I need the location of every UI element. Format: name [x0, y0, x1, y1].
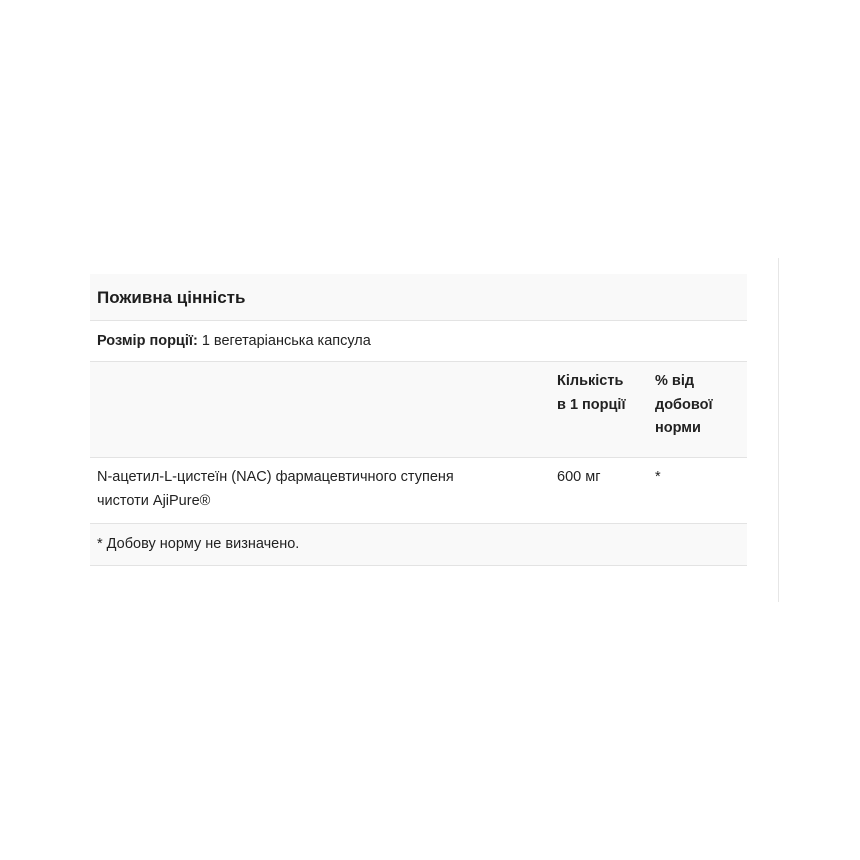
daily-value-header-line: % від	[655, 373, 695, 389]
daily-value-header-line: добової	[655, 396, 713, 413]
serving-size	[97, 333, 371, 349]
ingredient-row	[90, 458, 747, 524]
daily-value-header-line: норми	[655, 420, 701, 436]
amount-header-line: Кількість	[557, 373, 624, 389]
ingredient-name-line: чистоти AjiPure®	[97, 493, 211, 509]
ingredient-amount: 600 мг	[557, 469, 601, 485]
title-row	[90, 274, 747, 321]
ingredient-name-line: N-ацетил-L-цистеїн (NAC) фармацевтичного ступеня	[97, 469, 454, 485]
table-title: Поживна цінність	[97, 288, 246, 307]
page-divider	[778, 258, 779, 602]
serving-size-value: 1 вегетаріанська капсула	[201, 333, 371, 349]
daily-value-column-header	[655, 370, 735, 441]
footnote-row	[90, 524, 747, 566]
footnote: * Добову норму не визначено.	[97, 536, 300, 552]
amount-header-line: в 1 порції	[557, 396, 626, 413]
nutrition-facts-table	[90, 274, 747, 566]
ingredient-daily-value: *	[655, 469, 661, 485]
serving-size-label: Розмір порції:	[97, 333, 198, 349]
amount-column-header	[557, 370, 647, 417]
ingredient-name	[97, 465, 542, 513]
column-header-row	[90, 362, 747, 458]
serving-size-row	[90, 321, 747, 362]
